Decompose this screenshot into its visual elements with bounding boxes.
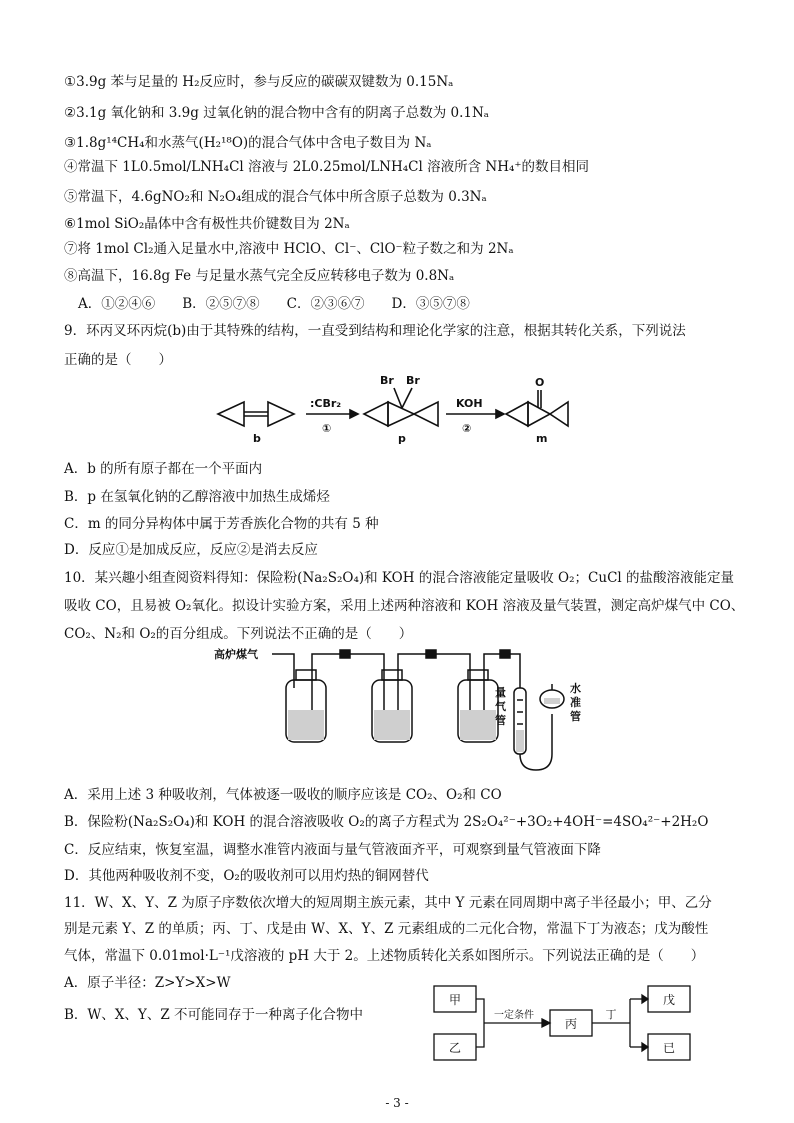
leveling-label-2: 准	[570, 696, 581, 709]
text-wu: 戊	[662, 993, 676, 1007]
statement-3: ③1.8g¹⁴CH₄和水蒸气(H₂¹⁸O)的混合气体中含电子数目为 Nₐ	[64, 135, 432, 151]
br-2: Br	[406, 374, 420, 387]
q9-stem-line2: 正确的是（ ）	[64, 352, 172, 368]
q9-option-c: C．m 的同分异构体中属于芳香族化合物的共有 5 种	[64, 516, 379, 532]
q11-stem-line1: 11．W、X、Y、Z 为原子序数依次增大的短周期主族元素，其中 Y 元素在同周期中离子半径最小；甲、乙分	[64, 895, 712, 911]
label-gas: 高炉煤气	[214, 648, 258, 661]
text-ding: 丁	[605, 1008, 617, 1021]
q10-stem-line3: CO₂、N₂和 O₂的百分组成。下列说法不正确的是（ ）	[64, 626, 413, 642]
leveling-label-3: 管	[570, 710, 581, 723]
statement-2: ②3.1g 氧化钠和 3.9g 过氧化钠的混合物中含有的阴离子总数为 0.1Nₐ	[64, 105, 489, 121]
label-m: m	[536, 432, 548, 445]
statement-5: ⑤常温下，4.6gNO₂和 N₂O₄组成的混合气体中所含原子总数为 0.3Nₐ	[64, 189, 487, 205]
q10-apparatus	[214, 644, 594, 774]
text-ji: 已	[662, 1041, 676, 1055]
q8-options: A．①②④⑥ B．②⑤⑦⑧ C．②③⑥⑦ D．③⑤⑦⑧	[78, 296, 470, 312]
reagent-1: :CBr₂	[310, 397, 342, 410]
page-number: - 3 -	[385, 1096, 409, 1110]
q11-stem-line2: 别是元素 Y、Z 的单质；丙、丁、戊是由 W、X、Y、Z 元素组成的二元化合物，常温下丁为液态；戊为酸性	[64, 921, 709, 937]
text-jia: 甲	[448, 993, 462, 1007]
b-left-ring	[218, 402, 244, 426]
text-condition: 一定条件	[494, 1010, 534, 1021]
burette-label-3: 管	[495, 714, 506, 727]
q9-option-a: A．b 的所有原子都在一个平面内	[64, 461, 263, 477]
q9-option-d: D．反应①是加成反应，反应②是消去反应	[64, 542, 318, 558]
statement-6: ⑥1mol SiO₂晶体中含有极性共价键数目为 2Nₐ	[64, 216, 350, 232]
q11-stem-line3: 气体，常温下 0.01mol·L⁻¹戊溶液的 pH 大于 2。上述物质转化关系如图所示。下列说法正确的是（ ）	[64, 948, 705, 964]
text-yi: 乙	[448, 1041, 462, 1055]
q9-reaction-scheme	[210, 372, 570, 452]
br-1: Br	[380, 374, 394, 387]
step-2: ②	[462, 422, 472, 435]
b-right-ring	[268, 402, 294, 426]
step-1: ①	[322, 422, 332, 435]
q10-stem-line1: 10．某兴趣小组查阅资料得知：保险粉(Na₂S₂O₄)和 KOH 的混合溶液能定量吸收 O₂；CuCl 的盐酸溶液能定量	[64, 570, 735, 586]
leveling-label-1: 水	[570, 682, 581, 695]
q10-option-a: A．采用上述 3 种吸收剂，气体被逐一吸收的顺序应该是 CO₂、O₂和 CO	[64, 787, 502, 803]
statement-8: ⑧高温下，16.8g Fe 与足量水蒸气完全反应转移电子数为 0.8Nₐ	[64, 268, 455, 284]
burette-label-1: 量	[495, 686, 506, 699]
text-bing: 丙	[564, 1017, 578, 1031]
q11-option-b: B．W、X、Y、Z 不可能同存于一种离子化合物中	[64, 1007, 363, 1023]
q10-option-c: C．反应结束，恢复室温，调整水准管内液面与量气管液面齐平，可观察到量气管液面下降	[64, 842, 601, 858]
q9-stem-line1: 9．环丙叉环丙烷(b)由于其特殊的结构，一直受到结构和理论化学家的注意，根据其转化关系，下列说法	[64, 323, 686, 339]
statement-1: ①3.9g 苯与足量的 H₂反应时，参与反应的碳碳双键数为 0.15Nₐ	[64, 74, 454, 90]
q11-conversion-diagram	[430, 982, 720, 1066]
q10-option-b: B．保险粉(Na₂S₂O₄)和 KOH 的混合溶液吸收 O₂的离子方程式为 2S₂O₄²⁻+3O₂+4OH⁻=4SO₄²⁻+2H₂O	[64, 814, 709, 830]
oxygen: O	[535, 376, 545, 389]
q11-option-a: A．原子半径：Z>Y>X>W	[64, 975, 231, 991]
burette-label-2: 气	[495, 700, 506, 713]
statement-7: ⑦将 1mol Cl₂通入足量水中,溶液中 HClO、Cl⁻、ClO⁻粒子数之和为 2Nₐ	[64, 241, 514, 257]
reagent-2: KOH	[456, 397, 483, 410]
label-p: p	[398, 432, 406, 445]
q9-option-b: B．p 在氢氧化钠的乙醇溶液中加热生成烯烃	[64, 489, 330, 505]
label-b: b	[253, 432, 261, 445]
q10-option-d: D．其他两种吸收剂不变，O₂的吸收剂可以用灼热的铜网替代	[64, 868, 429, 884]
q10-stem-line2: 吸收 CO，且易被 O₂氧化。拟设计实验方案，采用上述两种溶液和 KOH 溶液及量气装置，测定高炉煤气中 CO、	[64, 598, 745, 614]
statement-4: ④常温下 1L0.5mol/LNH₄Cl 溶液与 2L0.25mol/LNH₄Cl 溶液所含 NH₄⁺的数目相同	[64, 159, 590, 175]
